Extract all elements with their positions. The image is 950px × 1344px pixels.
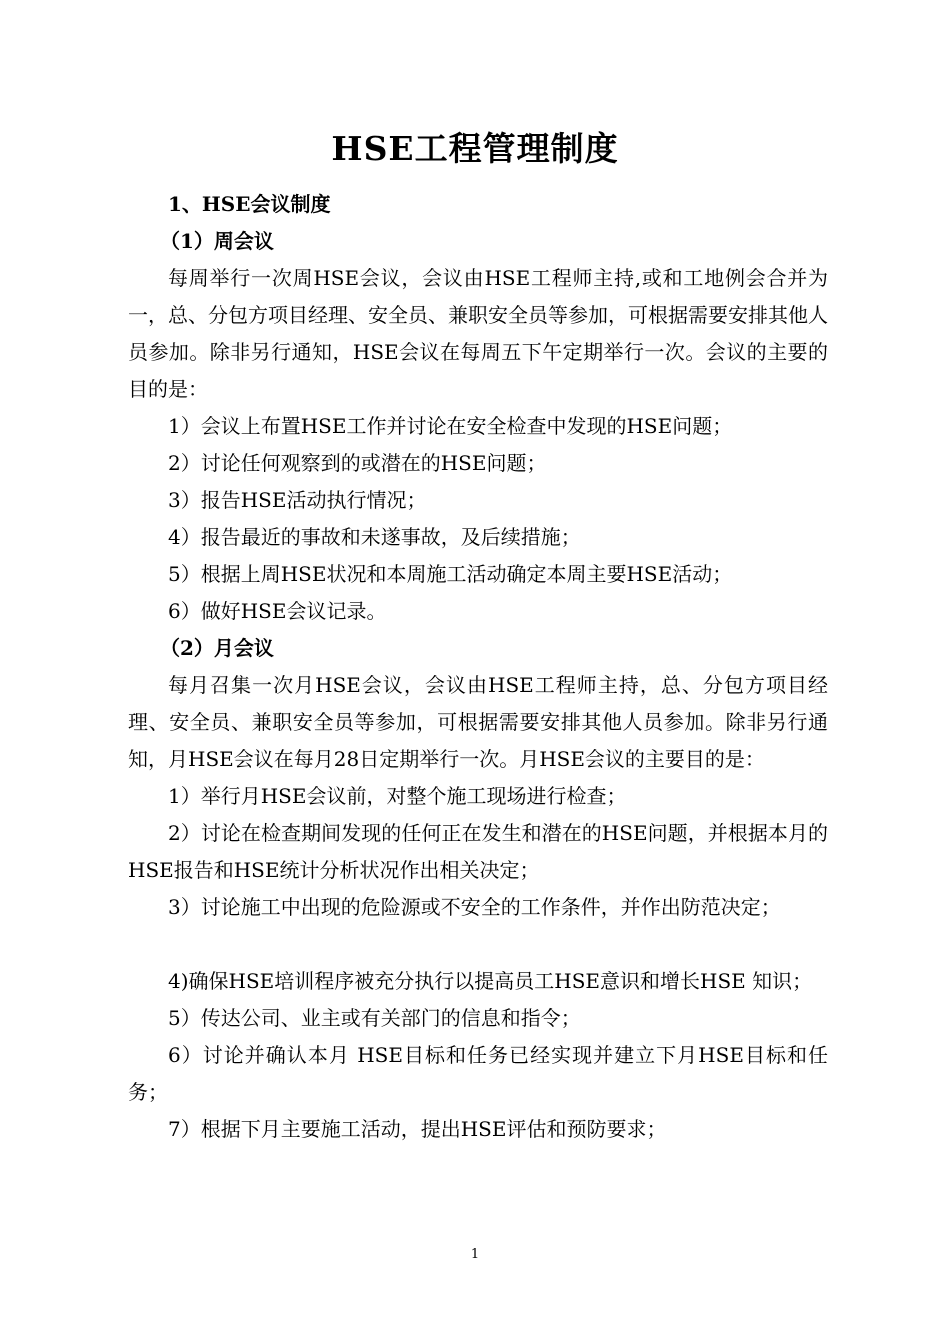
weekly-item: 2）讨论任何观察到的或潜在的HSE问题； — [168, 451, 547, 475]
monthly-item: 5）传达公司、业主或有关部门的信息和指令； — [168, 1006, 581, 1030]
monthly-meeting-intro: 每月召集一次月HSE会议，会议由HSE工程师主持，总、分包方项目经理、安全员、兼职安全员等参加，可根据需要安排其他人员参加。除非另行通知，月HSE会议在每月28日定期举行一次。月HSE会议的主要目的是： — [128, 673, 828, 771]
page-number: 1 — [470, 1247, 480, 1262]
document-title: HSE工程管理制度 — [331, 129, 619, 168]
monthly-item: 2）讨论在检查期间发现的任何正在发生和潜在的HSE问题，并根据本月的HSE报告和HSE统计分析状况作出相关决定； — [128, 821, 828, 882]
weekly-meeting-heading: （1）周会议 — [160, 229, 274, 253]
monthly-item: 4)确保HSE培训程序被充分执行以提高员工HSE意识和增长HSE 知识； — [168, 969, 813, 993]
monthly-item: 6）讨论并确认本月 HSE目标和任务已经实现并建立下月HSE目标和任务； — [128, 1043, 828, 1104]
weekly-meeting-intro: 每周举行一次周HSE会议，会议由HSE工程师主持,或和工地例会合并为一，总、分包方项目经理、安全员、兼职安全员等参加，可根据需要安排其他人员参加。除非另行通知，HSE会议在每周五下午定期举行一次。会议的主要的目的是： — [128, 266, 828, 401]
monthly-item: 3）讨论施工中出现的危险源或不安全的工作条件，并作出防范决定； — [168, 895, 781, 919]
weekly-item: 1）会议上布置HSE工作并讨论在安全检查中发现的HSE问题； — [168, 414, 733, 438]
weekly-item: 6）做好HSE会议记录。 — [168, 599, 387, 623]
weekly-item: 3）报告HSE活动执行情况； — [168, 488, 427, 512]
monthly-meeting-heading: （2）月会议 — [160, 636, 274, 660]
document-body — [128, 186, 828, 1148]
section-heading: 1、HSE会议制度 — [168, 192, 331, 216]
monthly-item: 7）根据下月主要施工活动，提出HSE评估和预防要求； — [168, 1117, 667, 1141]
weekly-item: 5）根据上周HSE状况和本周施工活动确定本周主要HSE活动； — [168, 562, 733, 586]
weekly-item: 4）报告最近的事故和未遂事故，及后续措施； — [168, 525, 581, 549]
monthly-item: 1）举行月HSE会议前，对整个施工现场进行检查； — [168, 784, 627, 808]
blank-line — [128, 926, 828, 963]
